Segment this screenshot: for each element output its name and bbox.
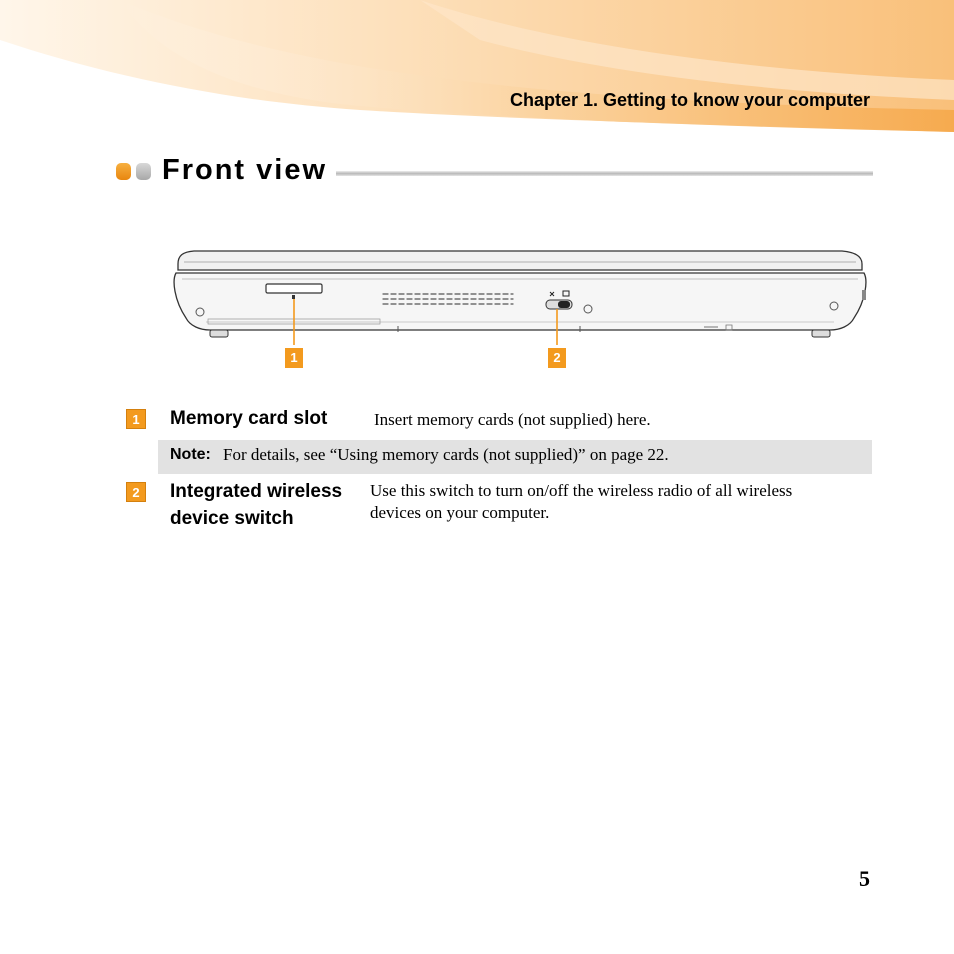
note-label: Note: [170,446,211,463]
item-description-wireless-switch: Use this switch to turn on/off the wireless radio of all wireless devices on your computer. [370,481,793,522]
item-number-badge-1: 1 [126,409,146,429]
section-title: Front view [162,154,328,186]
note-text: For details, see “Using memory cards (not supplied)” on page 22. [223,445,669,464]
callout-marker-2: 2 [548,348,566,368]
orange-square-icon [116,163,131,180]
chapter-title: Chapter 1. Getting to know your computer [509,90,870,110]
gray-square-icon [136,163,151,180]
callout-marker-1: 1 [285,348,303,368]
title-rule [336,171,873,176]
item-label-wireless-switch: Integrated wireless device switch [170,481,343,529]
item-label-memory-card-slot: Memory card slot [170,408,328,429]
item-number-badge-2: 2 [126,482,146,502]
header-swoosh-decoration [0,0,954,140]
page-number: 5 [859,866,870,891]
laptop-front-view-image [170,240,870,345]
item-description-memory-card-slot: Insert memory cards (not supplied) here. [374,410,651,429]
